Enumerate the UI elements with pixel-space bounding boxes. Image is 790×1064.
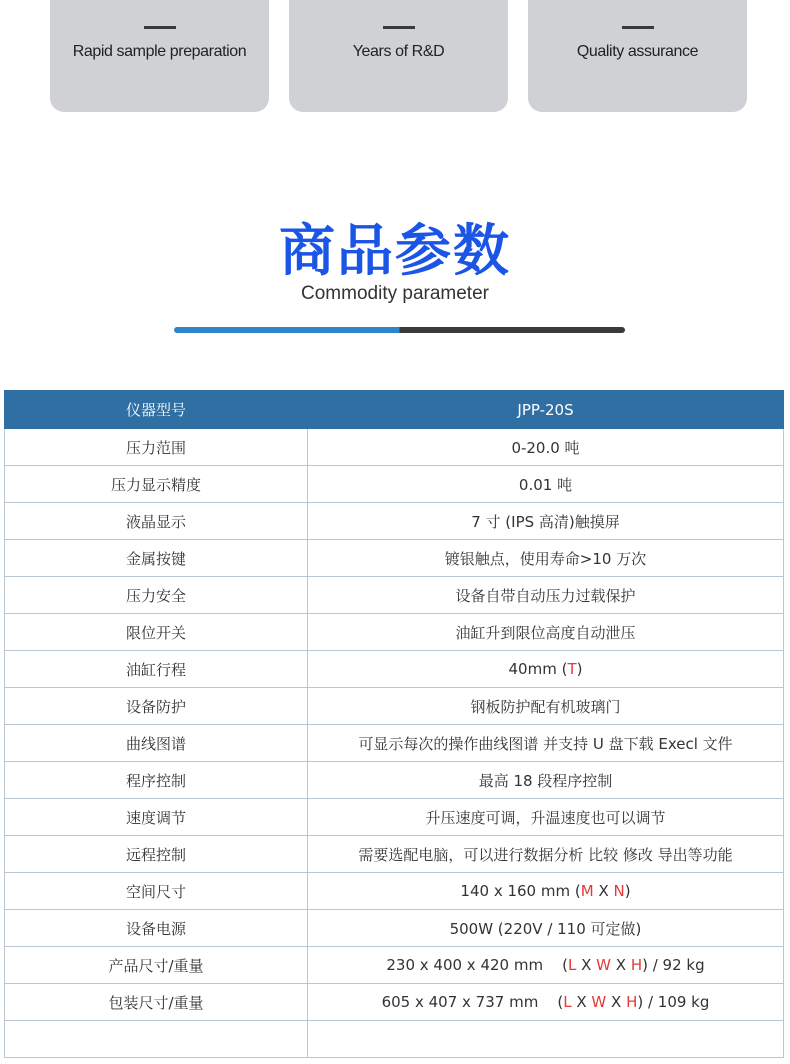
dimension-letter: M [580,882,594,900]
value-text: X [571,993,592,1011]
param-value-cell [308,984,784,1021]
card-label: Quality assurance [576,43,699,60]
table-row [5,873,784,910]
param-name-cell: 金属按键 [5,540,308,577]
table-row [5,910,784,947]
param-value-cell: 镀银触点，使用寿命>10 万次 [308,540,784,577]
table-row [5,466,784,503]
param-name-cell: 远程控制 [5,836,308,873]
table-row [5,799,784,836]
param-name-cell: 产品尺寸/重量 [5,947,308,984]
header-value-cell: JPP-20S [308,391,784,429]
value-text: 230 x 400 x 420 mm ( [386,956,568,974]
empty-cell [5,1021,308,1058]
param-value-cell [308,873,784,910]
param-name-cell: 液晶显示 [5,503,308,540]
feature-card-quality [528,0,747,112]
value-text: 40mm ( [508,660,568,678]
value-text: X [606,993,627,1011]
param-name-cell: 设备防护 [5,688,308,725]
header-name-cell: 仪器型号 [5,391,308,429]
value-text: X [576,956,597,974]
parameter-table [4,390,784,1058]
table-row [5,540,784,577]
param-value-cell [308,947,784,984]
table-row [5,614,784,651]
table-row [5,984,784,1021]
value-text: ) / 92 kg [642,956,705,974]
param-value-cell: 升压速度可调，升温速度也可以调节 [308,799,784,836]
table-row [5,836,784,873]
param-name-cell: 油缸行程 [5,651,308,688]
title-underline-bar [174,327,625,333]
dimension-letter: N [613,882,625,900]
dimension-letter: W [596,956,612,974]
table-row [5,688,784,725]
feature-card-rnd [289,0,508,112]
dimension-letter: H [630,956,643,974]
value-text: 605 x 407 x 737 mm ( [381,993,564,1011]
card-label: Rapid sample preparation [72,43,247,60]
section-subtitle: Commodity parameter [301,283,489,304]
param-name-cell: 包装尺寸/重量 [5,984,308,1021]
param-value-cell [308,651,784,688]
empty-cell [308,1021,784,1058]
card-divider [622,26,654,29]
value-text: ) / 109 kg [637,993,710,1011]
table-row-empty [5,1021,784,1058]
table-row [5,577,784,614]
param-value-cell: 可显示每次的操作曲线图谱 并支持 U 盘下载 Execl 文件 [308,725,784,762]
card-divider [383,26,415,29]
param-value-cell: 0-20.0 吨 [308,429,784,466]
table-row [5,503,784,540]
dimension-letter: L [563,993,572,1011]
value-text: X [611,956,631,974]
table-row [5,429,784,466]
dimension-letter: W [591,993,607,1011]
param-value-cell: 最高 18 段程序控制 [308,762,784,799]
param-name-cell: 程序控制 [5,762,308,799]
param-name-cell: 限位开关 [5,614,308,651]
param-name-cell: 压力安全 [5,577,308,614]
param-value-cell: 需要选配电脑，可以进行数据分析 比较 修改 导出等功能 [308,836,784,873]
value-text: ) [576,660,583,678]
param-value-cell: 500W (220V / 110 可定做) [308,910,784,947]
param-name-cell: 曲线图谱 [5,725,308,762]
param-name-cell: 速度调节 [5,799,308,836]
feature-card-rapid [50,0,269,112]
table-row [5,725,784,762]
dimension-letter: H [626,993,638,1011]
param-name-cell: 设备电源 [5,910,308,947]
param-name-cell: 空间尺寸 [5,873,308,910]
card-divider [144,26,176,29]
table-row [5,762,784,799]
table-header-row [5,391,784,429]
feature-cards [0,0,790,114]
value-text: ) [624,882,631,900]
param-value-cell: 7 寸 (IPS 高清)触摸屏 [308,503,784,540]
table-row [5,651,784,688]
value-text: X [593,882,614,900]
param-value-cell: 钢板防护配有机玻璃门 [308,688,784,725]
section-title: 商品参数 [279,219,511,284]
param-value-cell: 油缸升到限位高度自动泄压 [308,614,784,651]
param-name-cell: 压力范围 [5,429,308,466]
table-row [5,947,784,984]
param-value-cell: 0.01 吨 [308,466,784,503]
dimension-letter: L [568,956,577,974]
param-value-cell: 设备自带自动压力过载保护 [308,577,784,614]
dimension-letter: T [567,660,577,678]
card-label: Years of R&D [352,43,445,60]
param-name-cell: 压力显示精度 [5,466,308,503]
value-text: 140 x 160 mm ( [460,882,581,900]
